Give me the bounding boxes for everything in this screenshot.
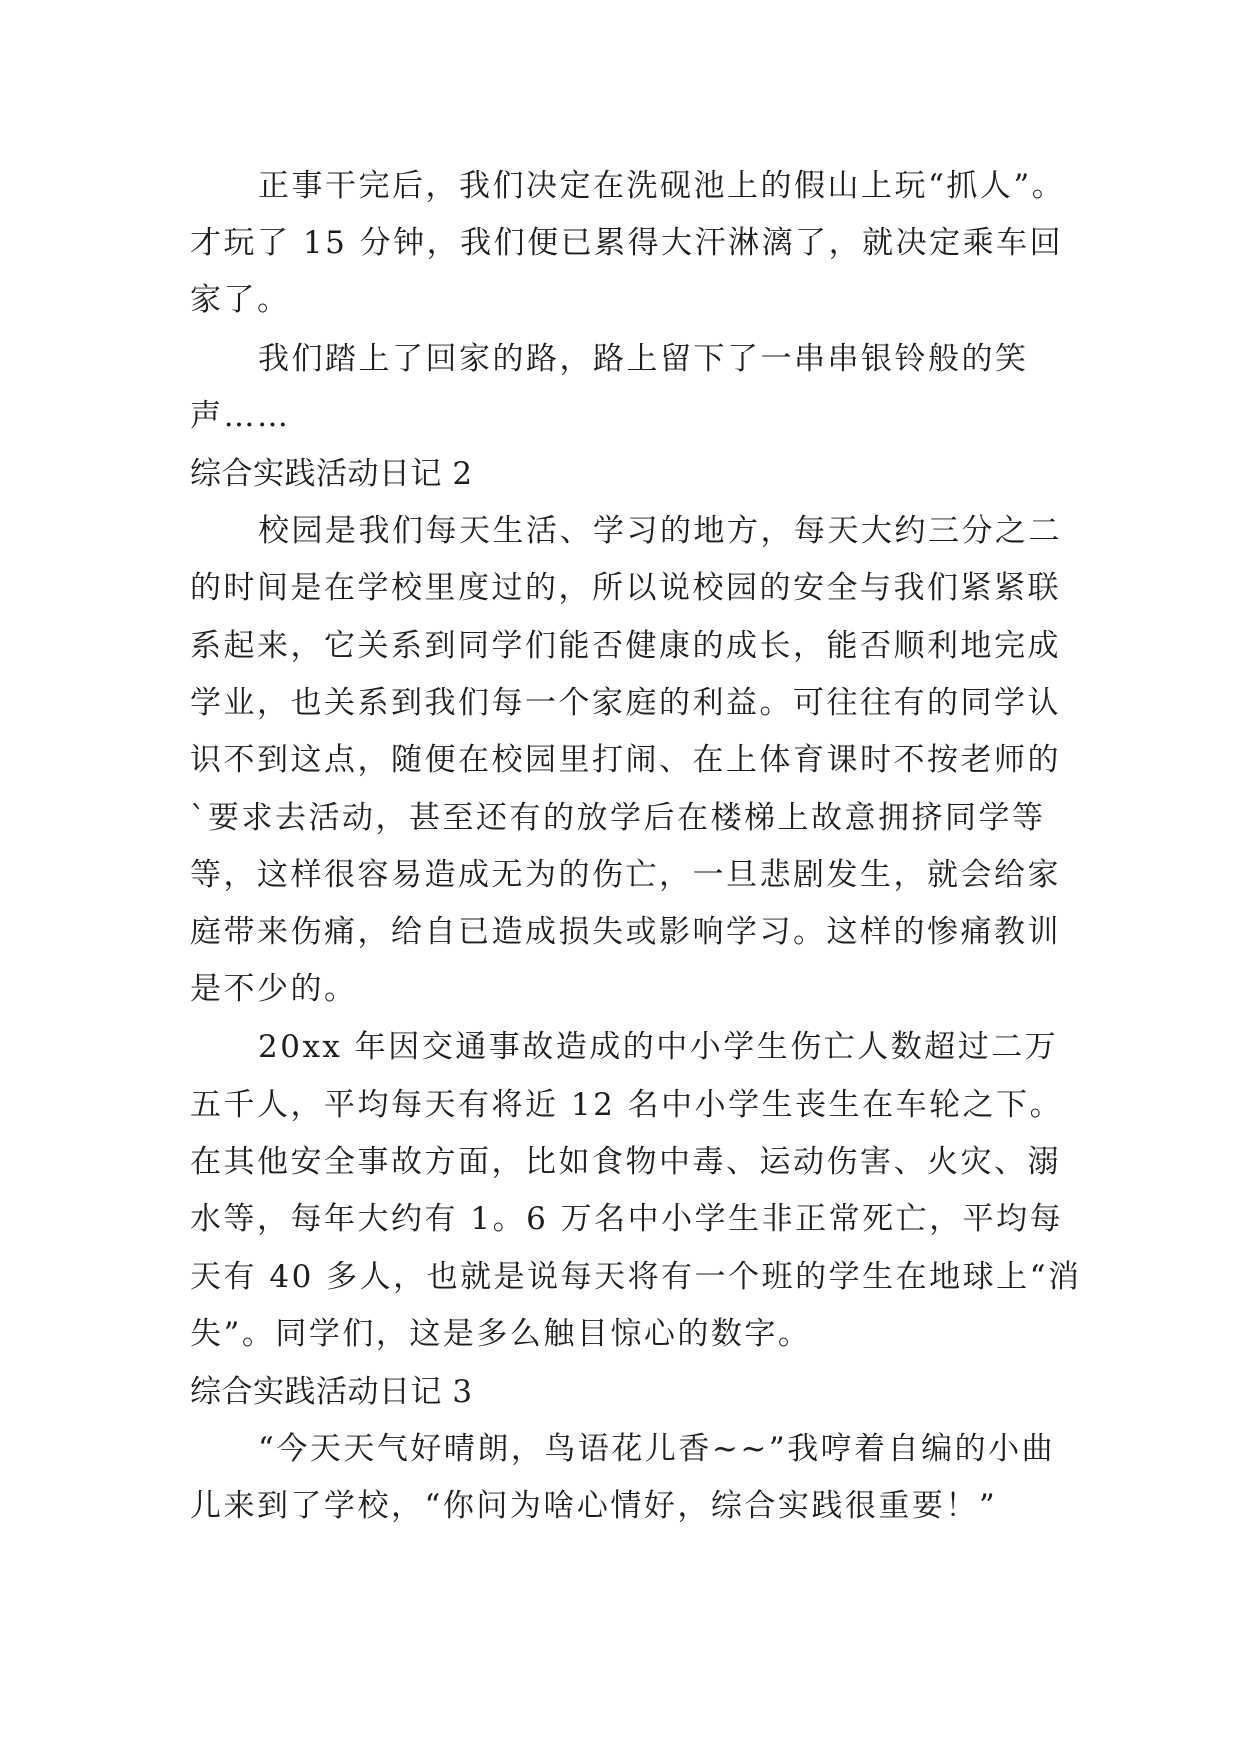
paragraph-line: 我们踏上了回家的路，路上留下了一串串银铃般的笑 <box>258 341 1029 377</box>
paragraph-line: 在其他安全事故方面，比如食物中毒、运动伤害、火灾、溺 <box>190 1144 1061 1180</box>
paragraph-line: 天有 40 多人，也就是说每天将有一个班的学生在地球上“消 <box>190 1259 1082 1295</box>
paragraph-line: 的时间是在学校里度过的，所以说校园的安全与我们紧紧联 <box>190 570 1061 606</box>
paragraph-line: 学业，也关系到我们每一个家庭的利益。可往往有的同学认 <box>190 685 1061 721</box>
paragraph-line: 20xx 年因交通事故造成的中小学生伤亡人数超过二万 <box>258 1029 1059 1065</box>
paragraph-line: 失”。同学们，这是多么触目惊心的数字。 <box>190 1316 812 1352</box>
paragraph-line: 等，这样很容易造成无为的伤亡，一旦悲剧发生，就会给家 <box>190 857 1061 893</box>
paragraph-line: “今天天气好晴朗，鸟语花儿香~~”我哼着自编的小曲 <box>258 1431 1056 1467</box>
paragraph-line: 儿来到了学校，“你问为啥心情好，综合实践很重要！” <box>190 1488 998 1524</box>
section-heading: 综合实践活动日记 3 <box>190 1374 473 1410</box>
paragraph-line: 庭带来伤痛，给自已造成损失或影响学习。这样的惨痛教训 <box>190 914 1061 950</box>
paragraph-line: `要求去活动，甚至还有的放学后在楼梯上故意拥挤同学等 <box>190 800 1046 836</box>
paragraph-line: 水等，每年大约有 1。6 万名中小学生非正常死亡，平均每 <box>190 1201 1064 1237</box>
paragraph-line: 才玩了 15 分钟，我们便已累得大汗淋漓了，就决定乘车回 <box>190 225 1064 261</box>
paragraph-line: 家了。 <box>190 282 291 318</box>
paragraph-line: 正事干完后，我们决定在洗砚池上的假山上玩“抓人”。 <box>258 168 1066 204</box>
paragraph-line: 识不到这点，随便在校园里打闹、在上体育课时不按老师的 <box>190 742 1061 778</box>
paragraph-line: 是不少的。 <box>190 971 358 1007</box>
paragraph-line: 声…… <box>190 398 291 434</box>
paragraph-line: 五千人，平均每天有将近 12 名中小学生丧生在车轮之下。 <box>190 1087 1064 1123</box>
section-heading: 综合实践活动日记 2 <box>190 456 473 492</box>
paragraph-line: 系起来，它关系到同学们能否健康的成长，能否顺利地完成 <box>190 628 1061 664</box>
paragraph-line: 校园是我们每天生活、学习的地方，每天大约三分之二 <box>258 513 1062 549</box>
